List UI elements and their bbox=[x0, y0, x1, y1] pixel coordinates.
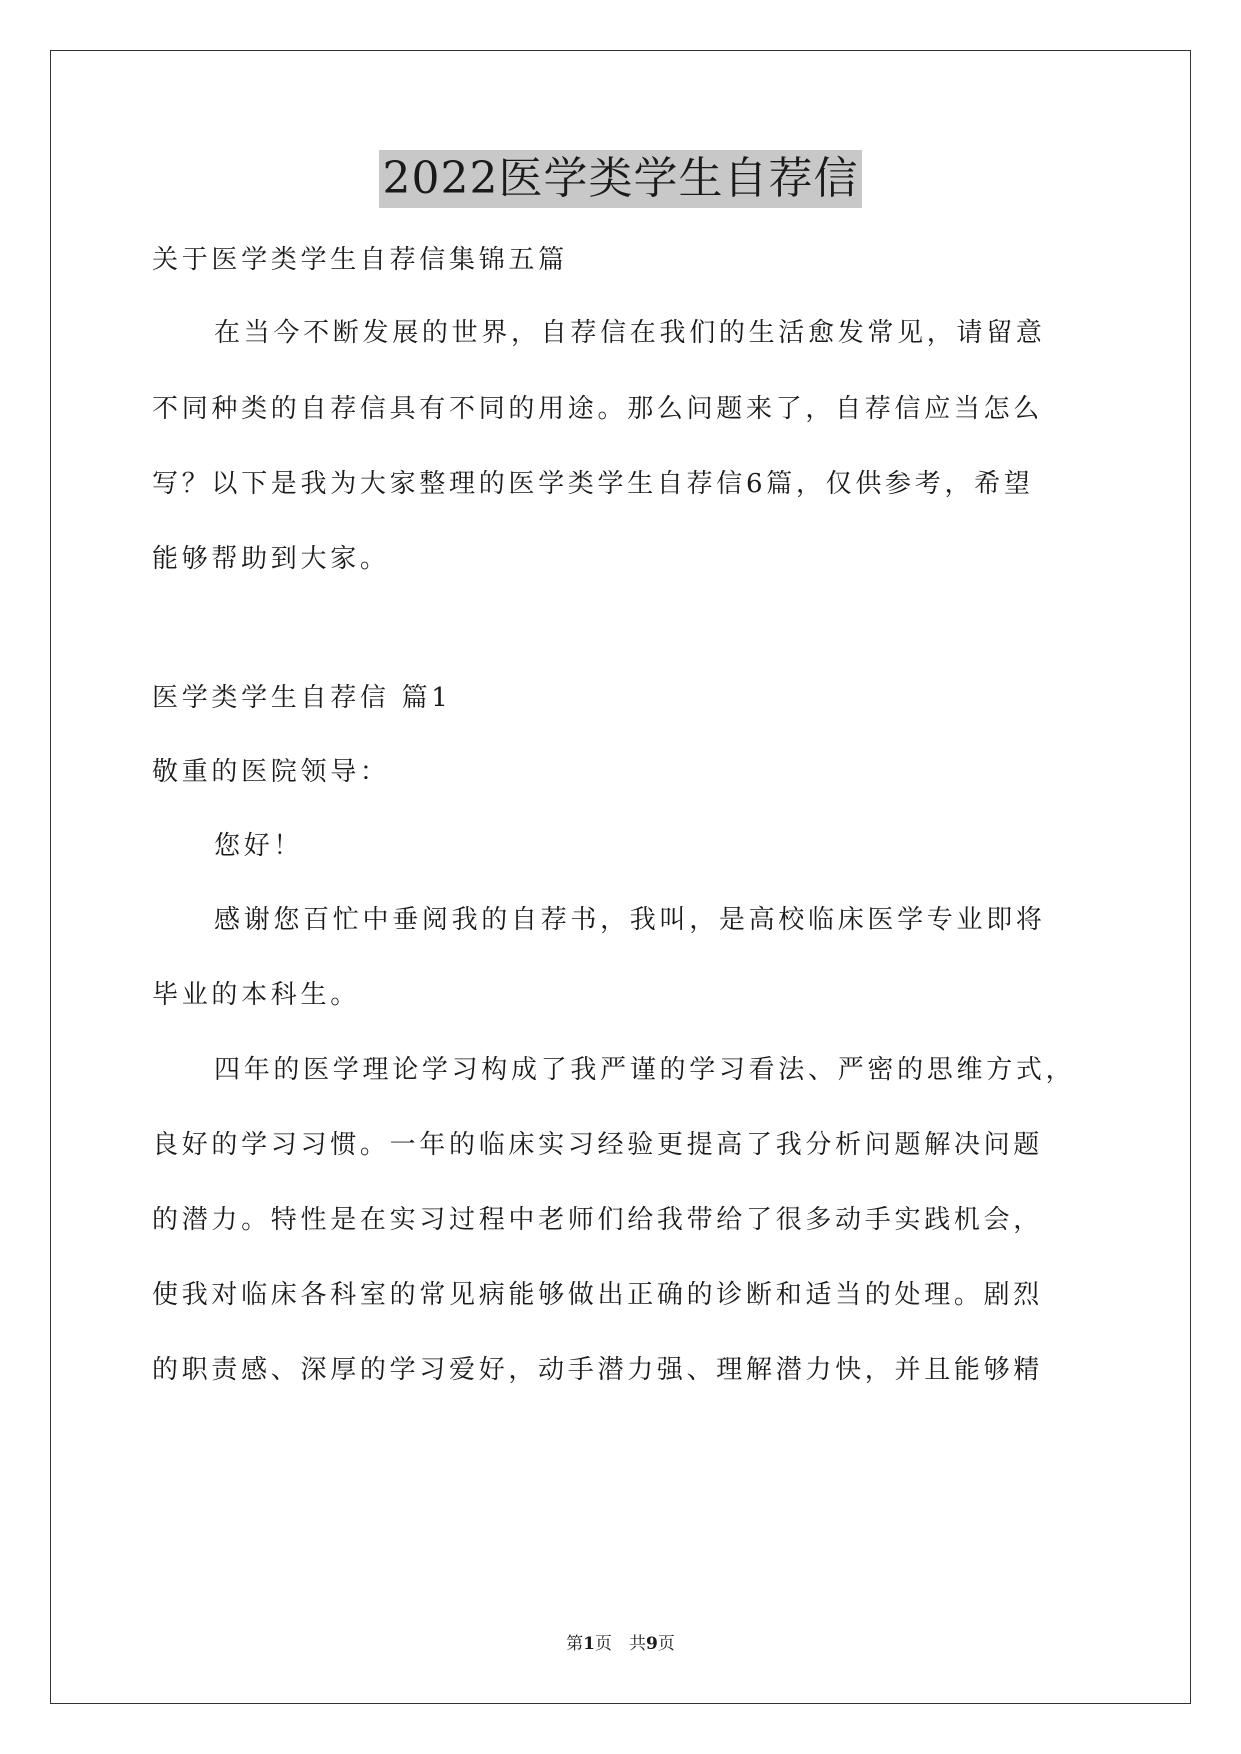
para2-line-4: 使我对临床各科室的常见病能够做出正确的诊断和适当的处理。剧烈 bbox=[152, 1280, 1044, 1310]
greeting: 您好！ bbox=[214, 831, 304, 861]
footer-page-number: 1 bbox=[583, 1634, 595, 1654]
document-subtitle: 关于医学类学生自荐信集锦五篇 bbox=[152, 245, 568, 275]
intro-line-2: 不同种类的自荐信具有不同的用途。那么问题来了，自荐信应当怎么 bbox=[152, 394, 1044, 424]
page-footer bbox=[0, 1632, 1241, 1656]
para2-line-1: 四年的医学理论学习构成了我严谨的学习看法、严密的思维方式， bbox=[214, 1055, 1076, 1085]
footer-suffix: 页 bbox=[657, 1634, 675, 1654]
section-heading: 医学类学生自荐信 篇1 bbox=[152, 683, 452, 713]
page-border bbox=[50, 50, 1191, 1704]
intro-line-1: 在当今不断发展的世界，自荐信在我们的生活愈发常见，请留意 bbox=[214, 318, 1046, 348]
para2-line-5: 的职责感、深厚的学习爱好，动手潜力强、理解潜力快，并且能够精 bbox=[152, 1355, 1044, 1385]
document-title-text: 2022医学类学生自荐信 bbox=[379, 150, 863, 208]
para2-line-2: 良好的学习习惯。一年的临床实习经验更提高了我分析问题解决问题 bbox=[152, 1130, 1044, 1160]
salutation: 敬重的医院领导： bbox=[152, 757, 390, 787]
para1-line-1: 感谢您百忙中垂阅我的自荐书，我叫，是高校临床医学专业即将 bbox=[214, 905, 1046, 935]
intro-line-4: 能够帮助到大家。 bbox=[152, 544, 390, 574]
para1-line-2: 毕业的本科生。 bbox=[152, 980, 360, 1010]
footer-mid: 页 共 bbox=[595, 1634, 646, 1654]
document-title bbox=[0, 150, 1241, 208]
footer-prefix: 第 bbox=[566, 1634, 584, 1654]
footer-total-pages: 9 bbox=[646, 1634, 658, 1654]
intro-line-3: 写？以下是我为大家整理的医学类学生自荐信6篇，仅供参考，希望 bbox=[152, 469, 1034, 499]
para2-line-3: 的潜力。特性是在实习过程中老师们给我带给了很多动手实践机会， bbox=[152, 1205, 1044, 1235]
